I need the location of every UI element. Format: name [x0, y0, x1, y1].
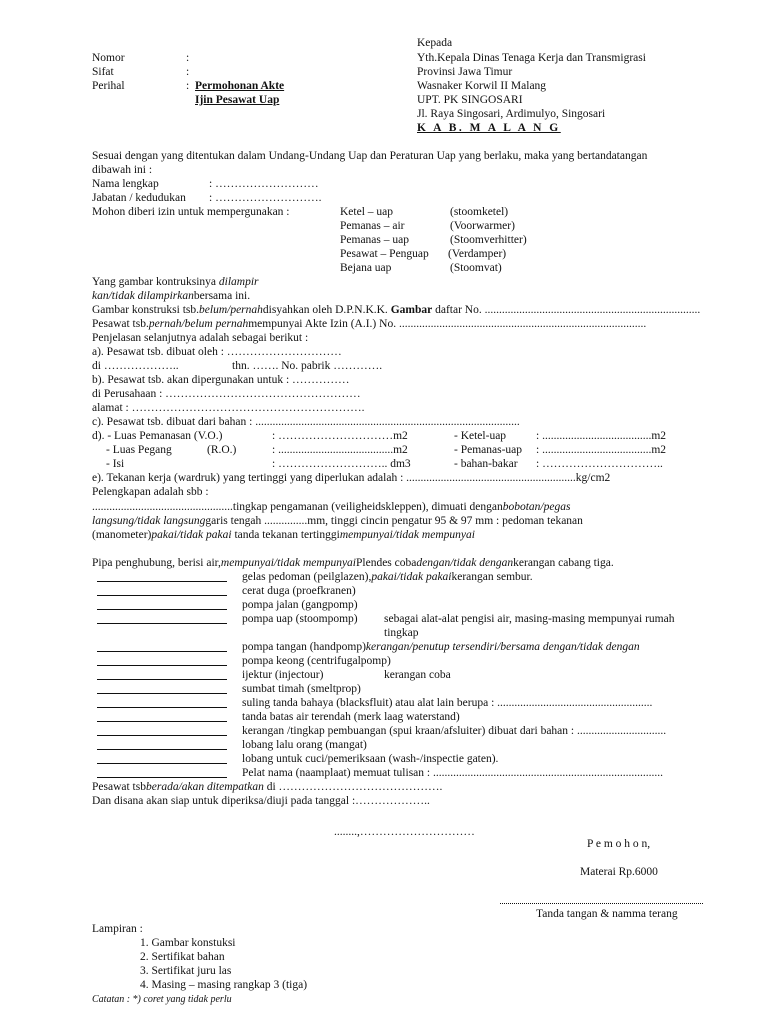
construction-line-3 — [92, 303, 700, 317]
fitting-13: lobang untuk cuci/pemeriksaan (wash-/inspectie gaten). — [242, 753, 499, 765]
stamp-label: Materai Rp.6000 — [580, 866, 658, 878]
jabatan-field[interactable]: : ………………………. — [209, 192, 322, 204]
fitting-1 — [242, 570, 533, 584]
nomor-label: Nomor — [92, 52, 125, 64]
detail-d-2: - Luas Pegang — [106, 444, 172, 456]
strike-option: langsung/tidak langsung — [92, 515, 206, 527]
equipment-name: Pemanas – air — [340, 220, 405, 232]
recipient-line-4: UPT. PK SINGOSARI — [417, 94, 523, 106]
recipient-line-5: Jl. Raya Singosari, Ardimulyo, Singosari — [417, 108, 606, 120]
nama-field[interactable]: : ……………………… — [209, 178, 319, 190]
safety-line-3 — [92, 528, 475, 542]
pipe-line — [92, 556, 614, 570]
fitting-8: sumbat timah (smeltprop) — [242, 683, 361, 695]
text: mempunyai Akte Izin (A.I.) No. ...................................................................................... — [248, 318, 647, 330]
text: Pesawat tsb — [92, 781, 146, 793]
text-bold: Gambar — [390, 304, 433, 316]
recipient-line-2: Provinsi Jawa Timur — [417, 66, 513, 78]
fitting-2: cerat duga (proefkranen) — [242, 585, 356, 597]
sifat-label: Sifat — [92, 66, 114, 78]
text: Plendes coba — [356, 557, 417, 569]
construction-line-1 — [92, 275, 259, 289]
applicant-label: P e m o h o n, — [587, 838, 651, 850]
attachment-item: 1. Gambar konstuksi — [140, 937, 236, 949]
detail-d-2-val: : ........................................m2 — [272, 444, 408, 456]
strike-option: pakai/tidak pakai — [371, 571, 452, 583]
fill-line[interactable] — [97, 651, 227, 652]
fitting-7: ijektur (injectour) — [242, 669, 324, 681]
construction-line-2 — [92, 289, 250, 303]
fill-line[interactable] — [97, 609, 227, 610]
fill-line[interactable] — [97, 721, 227, 722]
detail-d-2-unit: (R.O.) — [207, 444, 237, 456]
recipient-to: Kepada — [417, 37, 453, 49]
detail-d-2-val2: : ......................................m2 — [536, 444, 667, 456]
fitting-5 — [242, 640, 640, 654]
attachments-title: Lampiran : — [92, 923, 143, 935]
recipient-line-1: Yth.Kepala Dinas Tenaga Kerja dan Transmigrasi — [417, 52, 646, 64]
detail-f: Pelengkapan adalah sbb : — [92, 486, 209, 498]
detail-d-1: d). - Luas Pemanasan (V.O.) — [92, 430, 223, 442]
closing-line-1 — [92, 780, 442, 794]
mohon-label: Mohon diberi izin untuk mempergunakan : — [92, 206, 290, 218]
strike-option: kan/tidak dilampirkan — [92, 290, 194, 302]
detail-a-3: thn. ……. No. pabrik …………. — [232, 360, 383, 372]
recipient-line-3: Wasnaker Korwil II Malang — [417, 80, 547, 92]
fitting-4: pompa uap (stoompomp) — [242, 613, 358, 625]
text: pompa tangan (handpomp) — [242, 641, 366, 653]
detail-b-3: alamat : ……………………………………………………. — [92, 402, 365, 414]
signature-caption: Tanda tangan & namma terang — [536, 908, 678, 920]
date-place-field[interactable]: ........,………………………… — [334, 826, 475, 838]
footnote: Catatan : *) coret yang tidak perlu — [92, 994, 232, 1005]
fill-line[interactable] — [97, 735, 227, 736]
subject-line-1: Permohonan Akte — [195, 80, 285, 92]
strike-option: bobotan/pegas — [502, 501, 571, 513]
detail-d-1-val2: : ......................................m2 — [536, 430, 667, 442]
equipment-name: Bejana uap — [340, 262, 392, 274]
fill-line[interactable] — [97, 665, 227, 666]
equipment-term: (Stoomverhitter) — [450, 234, 527, 246]
detail-d-3-label2: - bahan-bakar — [454, 458, 518, 470]
recipient-city: K A B. M A L A N G — [417, 122, 561, 134]
subject-line-2: Ijin Pesawat Uap — [195, 94, 280, 106]
fitting-6: pompa keong (centrifugalpomp) — [242, 655, 391, 667]
closing-line-2: Dan disana akan siap untuk diperiksa/diuji pada tanggal :……………….. — [92, 795, 430, 807]
text: bersama ini. — [193, 290, 251, 302]
strike-option: mempunyai/tidak mempunyai — [339, 529, 475, 541]
fill-line[interactable] — [97, 581, 227, 582]
nama-label: Nama lengkap — [92, 178, 159, 190]
fitting-9: suling tanda bahaya (blacksfluit) atau alat lain berupa : ...................................................... — [242, 697, 653, 709]
safety-line-2 — [92, 514, 583, 528]
equipment-term: (Voorwarmer) — [450, 220, 515, 232]
fill-line[interactable] — [97, 777, 227, 778]
attachment-item: 2. Sertifikat bahan — [140, 951, 225, 963]
text: .................................................tingkap pengamanan (veiligheidskleppen), dimuati dengan — [92, 501, 503, 513]
fill-line[interactable] — [97, 707, 227, 708]
text: Pipa penghubung, berisi air, — [92, 557, 221, 569]
text: Gambar konstruksi tsb. — [92, 304, 200, 316]
text: (manometer) — [92, 529, 152, 541]
detail-a-1: a). Pesawat tsb. dibuat oleh : ………………………… — [92, 346, 342, 358]
detail-d-3-val: : ……………………….. dm3 — [272, 458, 411, 470]
text: disyahkan oleh D.P.N.K.K. — [262, 304, 388, 316]
equipment-term: (stoomketel) — [450, 206, 509, 218]
detail-d-1-val: : …………………………m2 — [272, 430, 408, 442]
strike-option: berada/akan ditempatkan — [145, 781, 264, 793]
jabatan-label: Jabatan / kedudukan — [92, 192, 186, 204]
detail-d-1-label2: - Ketel-uap — [454, 430, 507, 442]
text: Pesawat tsb. — [92, 318, 149, 330]
equipment-name: Pesawat – Penguap — [340, 248, 429, 260]
fitting-4-desc2: tingkap — [384, 627, 419, 639]
attachment-item: 3. Sertifikat juru las — [140, 965, 232, 977]
strike-option: mempunyai/tidak mempunyai — [220, 557, 356, 569]
nomor-colon: : — [186, 52, 190, 64]
text: gelas pedoman (peilglazen), — [242, 571, 372, 583]
fitting-7-desc: kerangan coba — [384, 669, 451, 681]
text: di ……………………………………. — [266, 781, 443, 793]
construction-line-4 — [92, 317, 646, 331]
signature-line[interactable] — [500, 903, 703, 904]
strike-option: pernah/belum pernah — [148, 318, 249, 330]
detail-b-1: b). Pesawat tsb. akan dipergunakan untuk : …………… — [92, 374, 350, 386]
fitting-4-desc: sebagai alat-alat pengisi air, masing-masing mempunyai rumah — [384, 613, 675, 625]
perihal-colon: : — [186, 80, 190, 92]
detail-d-3-val2: : ………………………….. — [536, 458, 663, 470]
fitting-10: tanda batas air terendah (merk laag waterstand) — [242, 711, 460, 723]
fill-line[interactable] — [97, 595, 227, 596]
fill-line[interactable] — [97, 693, 227, 694]
safety-line-1 — [92, 500, 570, 514]
intro-line-2: dibawah ini : — [92, 164, 153, 176]
equipment-name: Ketel – uap — [340, 206, 394, 218]
detail-b-2: di Perusahaan : …………………………………………… — [92, 388, 361, 400]
equipment-term: (Stoomvat) — [450, 262, 502, 274]
strike-option: pakai/tidak pakai — [151, 529, 232, 541]
text: kerangan sembur. — [451, 571, 533, 583]
equipment-term: (Verdamper) — [448, 248, 507, 260]
fitting-11: kerangan /tingkap pembuangan (spui kraan/afsluiter) dibuat dari bahan : ............................... — [242, 725, 667, 737]
fill-line[interactable] — [97, 623, 227, 624]
text: garis tengah ...............mm, tinggi cincin pengatur 95 & 97 mm : pedoman tekanan — [205, 515, 583, 527]
strike-option: dilampir — [218, 276, 259, 288]
fitting-14: Pelat nama (naamplaat) memuat tulisan : ................................................................................ — [242, 767, 663, 779]
fill-line[interactable] — [97, 763, 227, 764]
intro-line-1: Sesuai dengan yang ditentukan dalam Undang-Undang Uap dan Peraturan Uap yang berlaku, maka yang bertandatangan — [92, 150, 648, 162]
text: kerangan cabang tiga. — [513, 557, 614, 569]
detail-a-2: di ……………….. — [92, 360, 179, 372]
detail-c: c). Pesawat tsb. dibuat dari bahan : ............................................................................................ — [92, 416, 520, 428]
fitting-3: pompa jalan (gangpomp) — [242, 599, 358, 611]
perihal-label: Perihal — [92, 80, 125, 92]
construction-line-5: Penjelasan selanjutnya adalah sebagai berikut : — [92, 332, 309, 344]
fill-line[interactable] — [97, 679, 227, 680]
text: tanda tekanan tertinggi — [234, 529, 340, 541]
detail-e: e). Tekanan kerja (wardruk) yang tertinggi yang diperlukan adalah : ...........................................................kg/cm2 — [92, 472, 611, 484]
sifat-colon: : — [186, 66, 190, 78]
fitting-12: lobang lalu orang (mangat) — [242, 739, 367, 751]
detail-d-3: - Isi — [106, 458, 125, 470]
strike-option: belum/pernah — [199, 304, 263, 316]
equipment-name: Pemanas – uap — [340, 234, 409, 246]
strike-option: dengan/tidak dengan — [416, 557, 514, 569]
detail-d-2-label2: - Pemanas-uap — [454, 444, 523, 456]
text: Yang gambar kontruksinya — [92, 276, 217, 288]
strike-option: kerangan/penutup tersendiri/bersama dengan/tidak dengan — [365, 641, 640, 653]
attachment-item: 4. Masing – masing rangkap 3 (tiga) — [140, 979, 308, 991]
fill-line[interactable] — [97, 749, 227, 750]
text: daftar No. ........................................................................... — [435, 304, 701, 316]
